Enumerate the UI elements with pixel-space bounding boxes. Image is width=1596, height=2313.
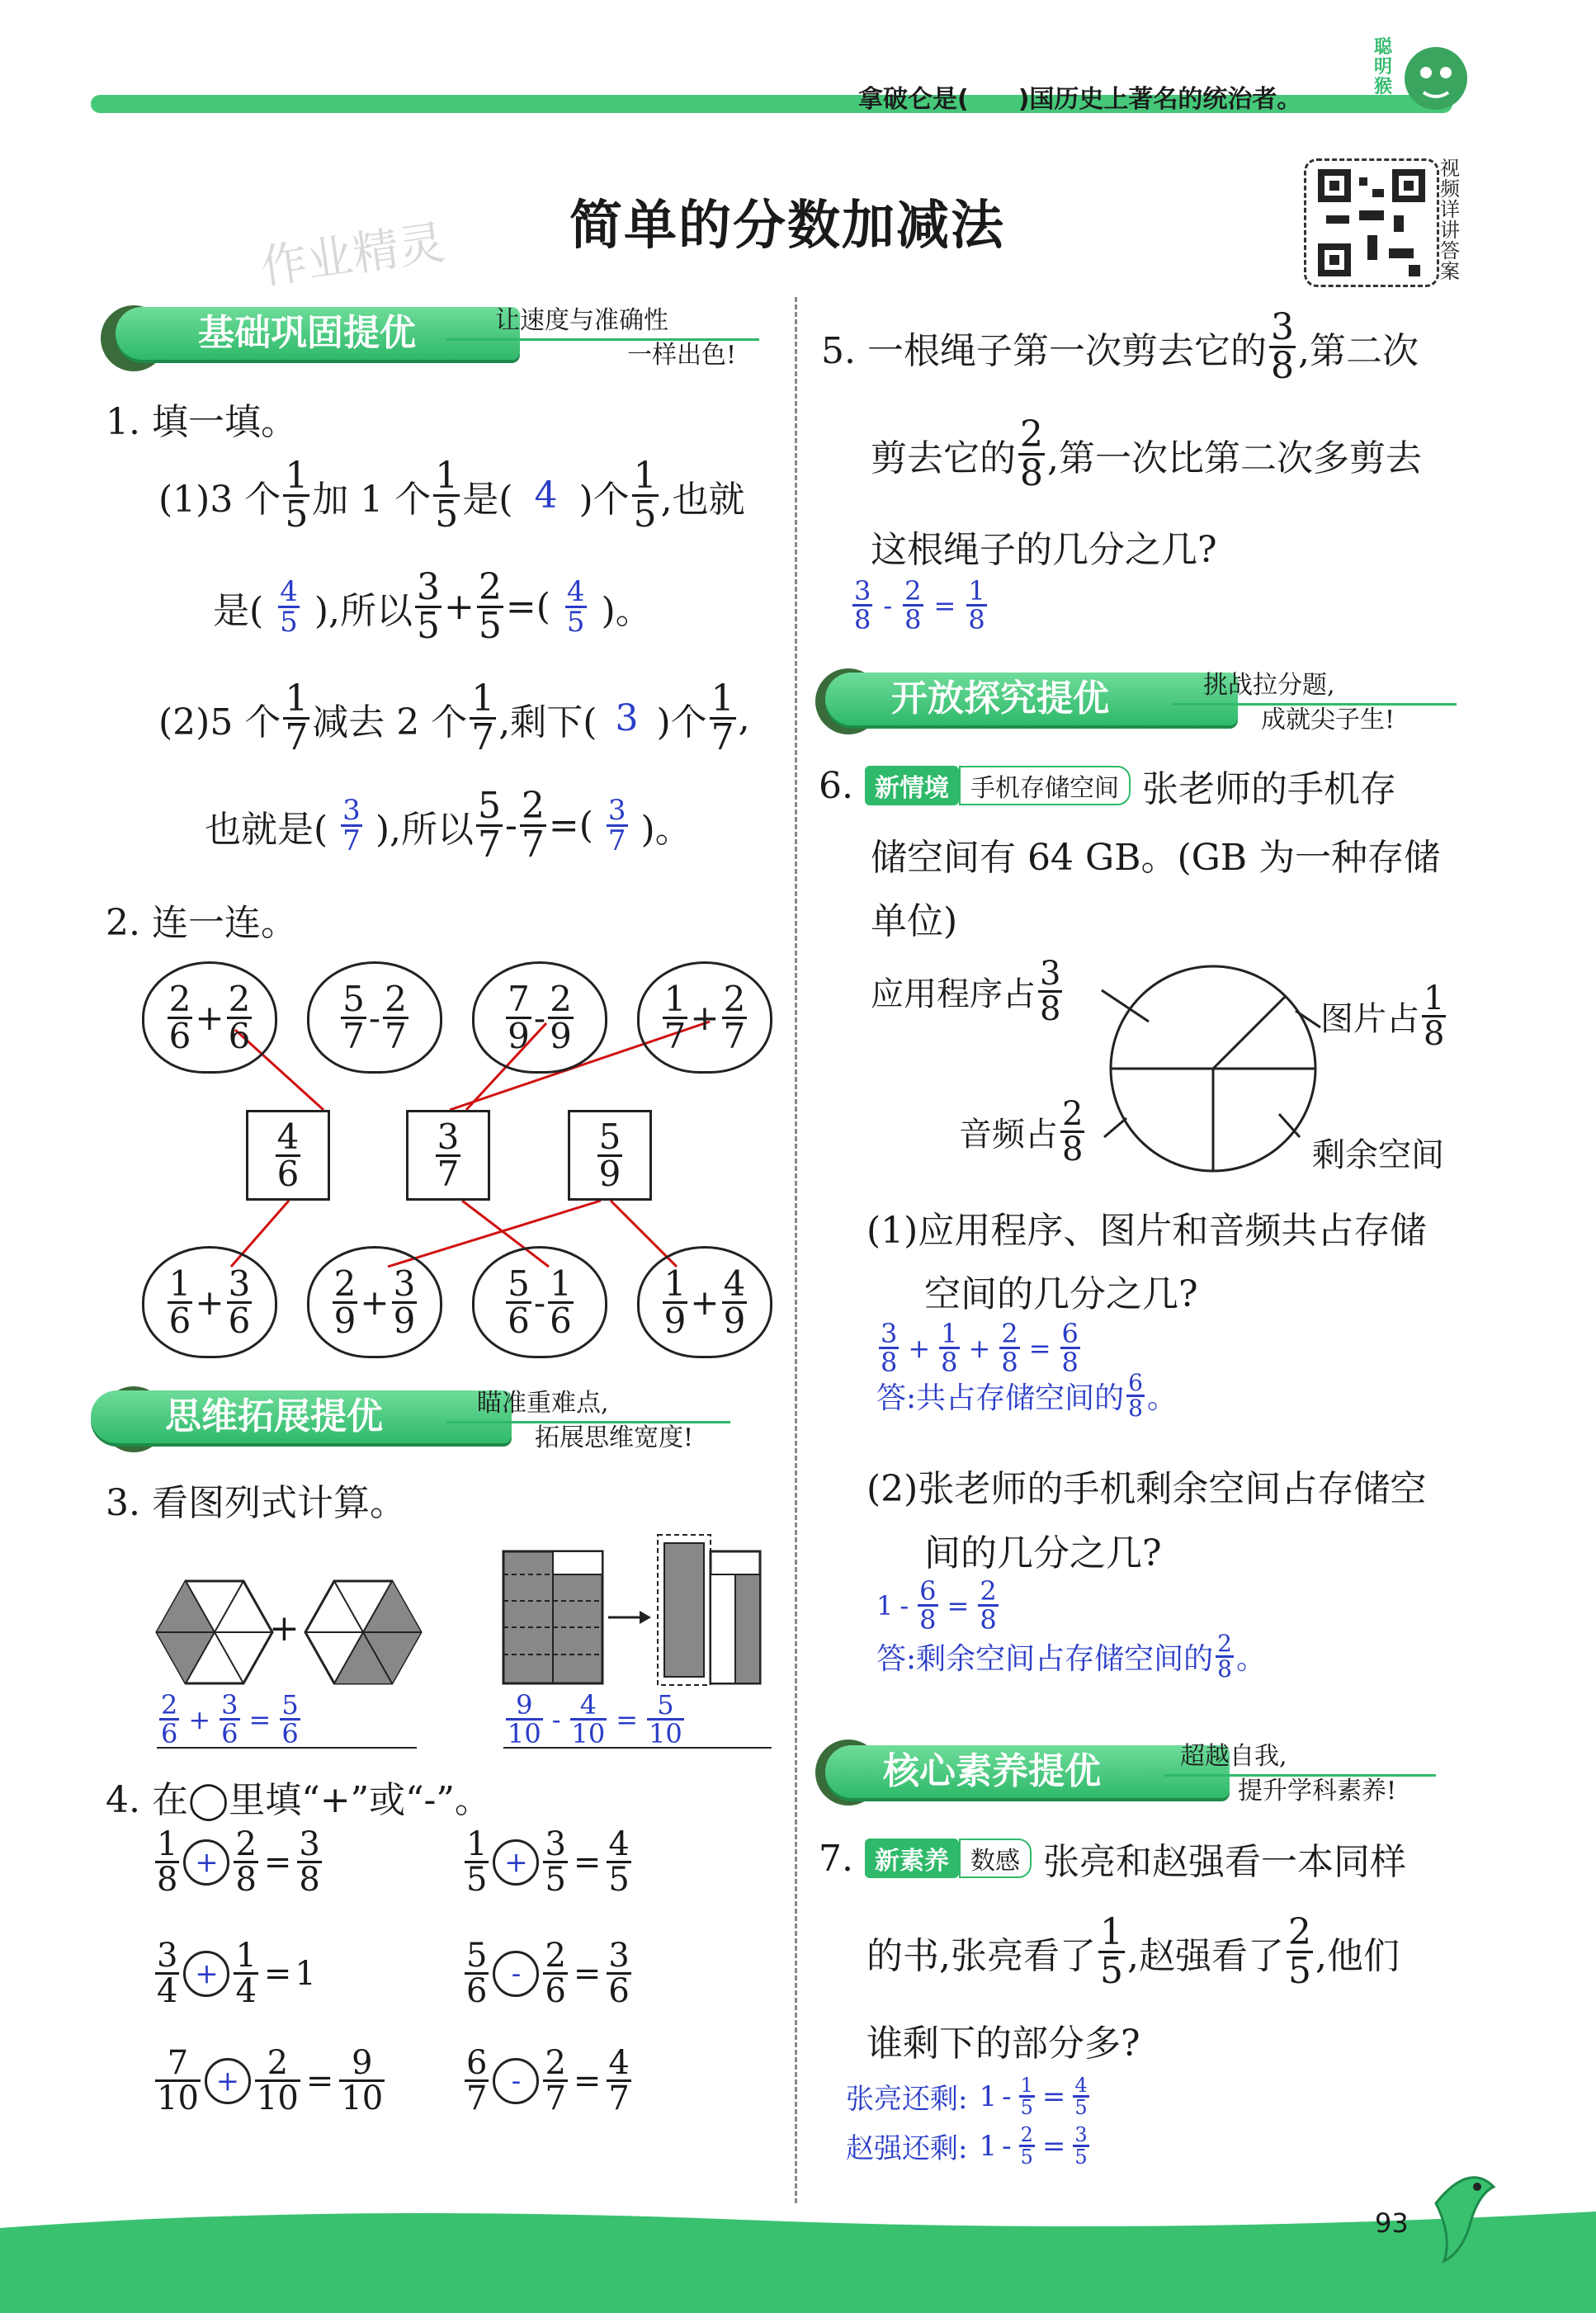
fraction: $\frac{1}{6}$ (550, 1263, 572, 1341)
apple-expression[interactable]: $\frac{1}{9}$ + $\frac{4}{9}$ (637, 1246, 772, 1358)
fraction: $\frac{6}{7}$ (466, 2044, 488, 2117)
apple-expression[interactable]: $\frac{1}{6}$ + $\frac{3}{6}$ (142, 1246, 277, 1358)
fraction: $\frac{2}{6}$ (545, 1937, 566, 2010)
q6-line2: 储空间有 64 GB。(GB 为一种存储 (871, 837, 1441, 879)
q6-answer-2-text[interactable]: 答:剩余空间占存储空间的 $\frac{2}{8}$ 。 (876, 1630, 1266, 1683)
fraction: $\frac{1}{5}$ (285, 455, 309, 536)
operator-circle[interactable]: - (493, 1951, 539, 1997)
section-slogan-2a: 瞄准重难点, (477, 1389, 609, 1418)
fraction: $\frac{2}{7}$ (385, 978, 407, 1056)
section-slogan-1a: 让速度与准确性 (495, 306, 668, 335)
q6-part2-line2: 间的几分之几? (924, 1532, 1162, 1574)
q4-item: $\frac{1}{8}$ + $\frac{2}{8}$ = $\frac{3}{8}$ (157, 1825, 320, 1899)
q5-line3: 这根绳子的几分之几? (871, 529, 1217, 571)
operator-circle[interactable]: - (493, 2058, 539, 2104)
fraction: $\frac{1}{5}$ (435, 455, 459, 536)
fraction: $\frac{3}{9}$ (393, 1263, 416, 1341)
new-scenario-tag: 新情境 (865, 766, 959, 805)
apple-expression[interactable]: $\frac{5}{6}$ - $\frac{1}{6}$ (472, 1246, 607, 1358)
q4-item: $\frac{6}{7}$ - $\frac{2}{7}$ = $\frac{4}{7}$ (466, 2044, 630, 2117)
fraction: $\frac{1}{7}$ (663, 978, 687, 1056)
q1-line3: (2)5 个 $\frac{1}{7}$ 减去 2 个 $\frac{1}{7}$ ,剩下( 3 )个 $\frac{1}{7}$ , (158, 677, 750, 758)
q3-answer-2[interactable]: $\frac{9}{10}$ - $\frac{4}{10}$ = $\frac{5}{10}$ (503, 1692, 772, 1749)
fraction: $\frac{2}{10}$ (256, 2044, 299, 2117)
section-slogan-3b: 成就尖子生! (1261, 706, 1395, 734)
header-text: 拿破仑是( )国历史上著名的统治者。 (858, 85, 1302, 114)
q3-answer-1[interactable]: $\frac{2}{6}$ + $\frac{3}{6}$ = $\frac{5}{6}$ (157, 1692, 417, 1749)
q6-part1-line2: 空间的几分之几? (924, 1273, 1198, 1315)
answer-q1-3[interactable]: $\frac{4}{5}$ (566, 575, 585, 639)
section-banner-explore: 开放探究提优 (825, 673, 1238, 725)
q6-answer-1[interactable]: $\frac{3}{8}$ + $\frac{1}{8}$ + $\frac{2}{8}$ = $\frac{6}{8}$ (881, 1318, 1079, 1378)
fraction: $\frac{3}{5}$ (545, 1825, 566, 1899)
topic-tag: 数感 (959, 1839, 1032, 1878)
q5-answer[interactable]: $\frac{3}{8}$ - $\frac{2}{8}$ = $\frac{1}{8}$ (854, 575, 985, 635)
section-slogan-3a: 挑战拉分题, (1203, 671, 1335, 700)
operator-circle[interactable]: + (183, 1951, 229, 1997)
answer-q1-5[interactable]: $\frac{3}{7}$ (342, 794, 361, 857)
fraction: $\frac{5}{6}$ (508, 1263, 530, 1341)
pie-label-apps: 应用程序占 $\frac{3}{8}$ (871, 955, 1061, 1028)
q4-item: $\frac{3}{4}$ + $\frac{1}{4}$ = 1 (157, 1937, 316, 2010)
q7-line1: 7. 新素养 数感 张亮和赵强看一本同样 (819, 1837, 1406, 1883)
answer-q1-1[interactable]: 4 (534, 474, 558, 517)
q5-line1: 5. 一根绳子第一次剪去它的 $\frac{3}{8}$ ,第二次 (821, 306, 1419, 387)
answer-q1-2[interactable]: $\frac{4}{5}$ (280, 575, 298, 639)
fraction: $\frac{2}{6}$ (168, 978, 191, 1056)
footer-wave (0, 2195, 1596, 2313)
q6-answer-2[interactable]: 1 - $\frac{6}{8}$ = $\frac{2}{8}$ (876, 1575, 997, 1636)
fraction: $\frac{5}{7}$ (342, 978, 365, 1056)
q4-item: $\frac{1}{5}$ + $\frac{3}{5}$ = $\frac{4}{5}$ (466, 1825, 630, 1899)
section-banner-core: 核心素养提优 (825, 1745, 1230, 1798)
page-number: 93 (1375, 2207, 1409, 2239)
operator-circle[interactable]: + (183, 1839, 229, 1886)
q3-plus: + (269, 1607, 300, 1650)
answer-q1-4[interactable]: 3 (615, 697, 639, 739)
q3-label: 3. 看图列式计算。 (106, 1482, 406, 1524)
watermark: 作业精灵 (257, 215, 449, 295)
fraction: $\frac{4}{7}$ (608, 2044, 630, 2117)
fraction: $\frac{2}{9}$ (550, 978, 572, 1056)
fraction: $\frac{4}{9}$ (723, 1263, 746, 1341)
fraction: $\frac{1}{5}$ (633, 455, 657, 536)
fraction: $\frac{2}{7}$ (545, 2044, 566, 2117)
fraction: $\frac{3}{7}$ (437, 1116, 460, 1194)
topic-tag: 手机存储空间 (959, 766, 1131, 805)
section-banner-basic: 基础巩固提优 (116, 307, 520, 360)
page-title: 简单的分数加减法 (569, 196, 1005, 257)
fraction: $\frac{2}{7}$ (723, 978, 746, 1056)
q1-label: 1. 填一填。 (106, 401, 297, 443)
new-literacy-tag: 新素养 (865, 1839, 959, 1878)
operator-circle[interactable]: + (205, 2058, 251, 2104)
section-slogan-4a: 超越自我, (1180, 1742, 1287, 1771)
apple-expression[interactable]: $\frac{1}{7}$ + $\frac{2}{7}$ (637, 961, 772, 1074)
q6-line1: 6. 新情境 手机存储空间 张老师的手机存 (819, 764, 1396, 810)
q6-line3: 单位) (871, 900, 958, 942)
q6-part1-line1: (1)应用程序、图片和音频共占存储 (866, 1210, 1427, 1252)
fraction: $\frac{5}{6}$ (466, 1937, 488, 2010)
fraction: $\frac{4}{5}$ (608, 1825, 630, 1899)
q7-answer-1[interactable]: 张亮还剩: 1 - $\frac{1}{5}$ = $\frac{4}{5}$ (846, 2074, 1088, 2119)
fraction: $\frac{1}{6}$ (168, 1263, 191, 1341)
fraction: $\frac{3}{6}$ (228, 1263, 251, 1341)
q6-part2-line1: (2)张老师的手机剩余空间占存储空 (866, 1468, 1427, 1510)
section-underline-4 (1164, 1774, 1436, 1777)
q2-label: 2. 连一连。 (106, 902, 297, 944)
apple-expression[interactable]: $\frac{2}{9}$ + $\frac{3}{9}$ (307, 1246, 442, 1358)
fraction: $\frac{4}{6}$ (276, 1116, 300, 1194)
fraction: $\frac{2}{9}$ (333, 1263, 357, 1341)
pie-label-pictures: 图片占 $\frac{1}{8}$ (1320, 979, 1445, 1053)
q4-label: 4. 在◯里填“+”或“-”。 (106, 1779, 491, 1821)
fraction: $\frac{2}{6}$ (228, 978, 251, 1056)
qr-label: 视频详讲答案 (1440, 157, 1460, 283)
section-slogan-4b: 提升学科素养! (1238, 1777, 1397, 1806)
apple-expression[interactable]: $\frac{7}{9}$ - $\frac{2}{9}$ (472, 961, 607, 1074)
fraction: $\frac{3}{8}$ (299, 1825, 320, 1899)
fraction: $\frac{7}{9}$ (508, 978, 530, 1056)
fraction: $\frac{3}{4}$ (157, 1937, 178, 2010)
fraction: $\frac{1}{8}$ (157, 1825, 178, 1899)
fraction: $\frac{2}{8}$ (235, 1825, 257, 1899)
fraction: $\frac{9}{10}$ (341, 2044, 384, 2117)
q7-answer-2[interactable]: 赵强还剩: 1 - $\frac{2}{5}$ = $\frac{3}{5}$ (846, 2123, 1088, 2169)
fraction: $\frac{1}{5}$ (466, 1825, 488, 1899)
q1-line4: 也就是( $\frac{3}{7}$ ),所以 $\frac{5}{7}$ - $\frac{2}{7}$ =( $\frac{3}{7}$ )。 (205, 785, 692, 866)
q6-answer-1-text[interactable]: 答:共占存储空间的 $\frac{6}{8}$ 。 (876, 1369, 1177, 1422)
pie-label-audio: 音频占 $\frac{2}{8}$ (959, 1095, 1084, 1168)
fraction: $\frac{1}{4}$ (235, 1937, 257, 2010)
fraction: $\frac{1}{9}$ (663, 1263, 687, 1341)
apple-expression[interactable]: $\frac{5}{7}$ - $\frac{2}{7}$ (307, 961, 442, 1074)
q5-line2: 剪去它的 $\frac{2}{8}$ ,第一次比第二次多剪去 (871, 413, 1422, 494)
q1-line2: 是( $\frac{4}{5}$ ),所以 $\frac{3}{5}$ + $\frac{2}{5}$ =( $\frac{4}{5}$ )。 (213, 566, 652, 647)
section-banner-thinking: 思维拓展提优 (91, 1390, 512, 1443)
q7-line3: 谁剩下的部分多? (866, 2023, 1140, 2065)
q4-item: $\frac{7}{10}$ + $\frac{2}{10}$ = $\frac{9}{10}$ (157, 2044, 384, 2117)
section-slogan-1b: 一样出色! (627, 341, 737, 370)
q1-line1: (1)3 个 $\frac{1}{5}$ 加 1 个 $\frac{1}{5}$ 是( 4 )个 $\frac{1}{5}$ ,也就 (158, 455, 745, 536)
operator-circle[interactable]: + (493, 1839, 539, 1886)
section-slogan-2b: 拓展思维宽度! (535, 1423, 694, 1452)
answer-q1-6[interactable]: $\frac{3}{7}$ (607, 794, 626, 857)
dolphin-icon (1419, 2154, 1510, 2273)
fraction: $\frac{7}{10}$ (157, 2044, 199, 2117)
q7-line2: 的书,张亮看了 $\frac{1}{5}$ ,赵强看了 $\frac{2}{5}$ ,他们 (866, 1911, 1400, 1992)
pie-label-remaining: 剩余空间 (1312, 1136, 1444, 1174)
fraction: $\frac{5}{9}$ (598, 1116, 621, 1194)
fraction: $\frac{3}{6}$ (608, 1937, 630, 2010)
logo-text: 聪明猴 (1374, 36, 1393, 97)
apple-expression[interactable]: $\frac{2}{6}$ + $\frac{2}{6}$ (142, 961, 277, 1074)
q4-item: $\frac{5}{6}$ - $\frac{2}{6}$ = $\frac{3}{6}$ (466, 1937, 630, 2010)
